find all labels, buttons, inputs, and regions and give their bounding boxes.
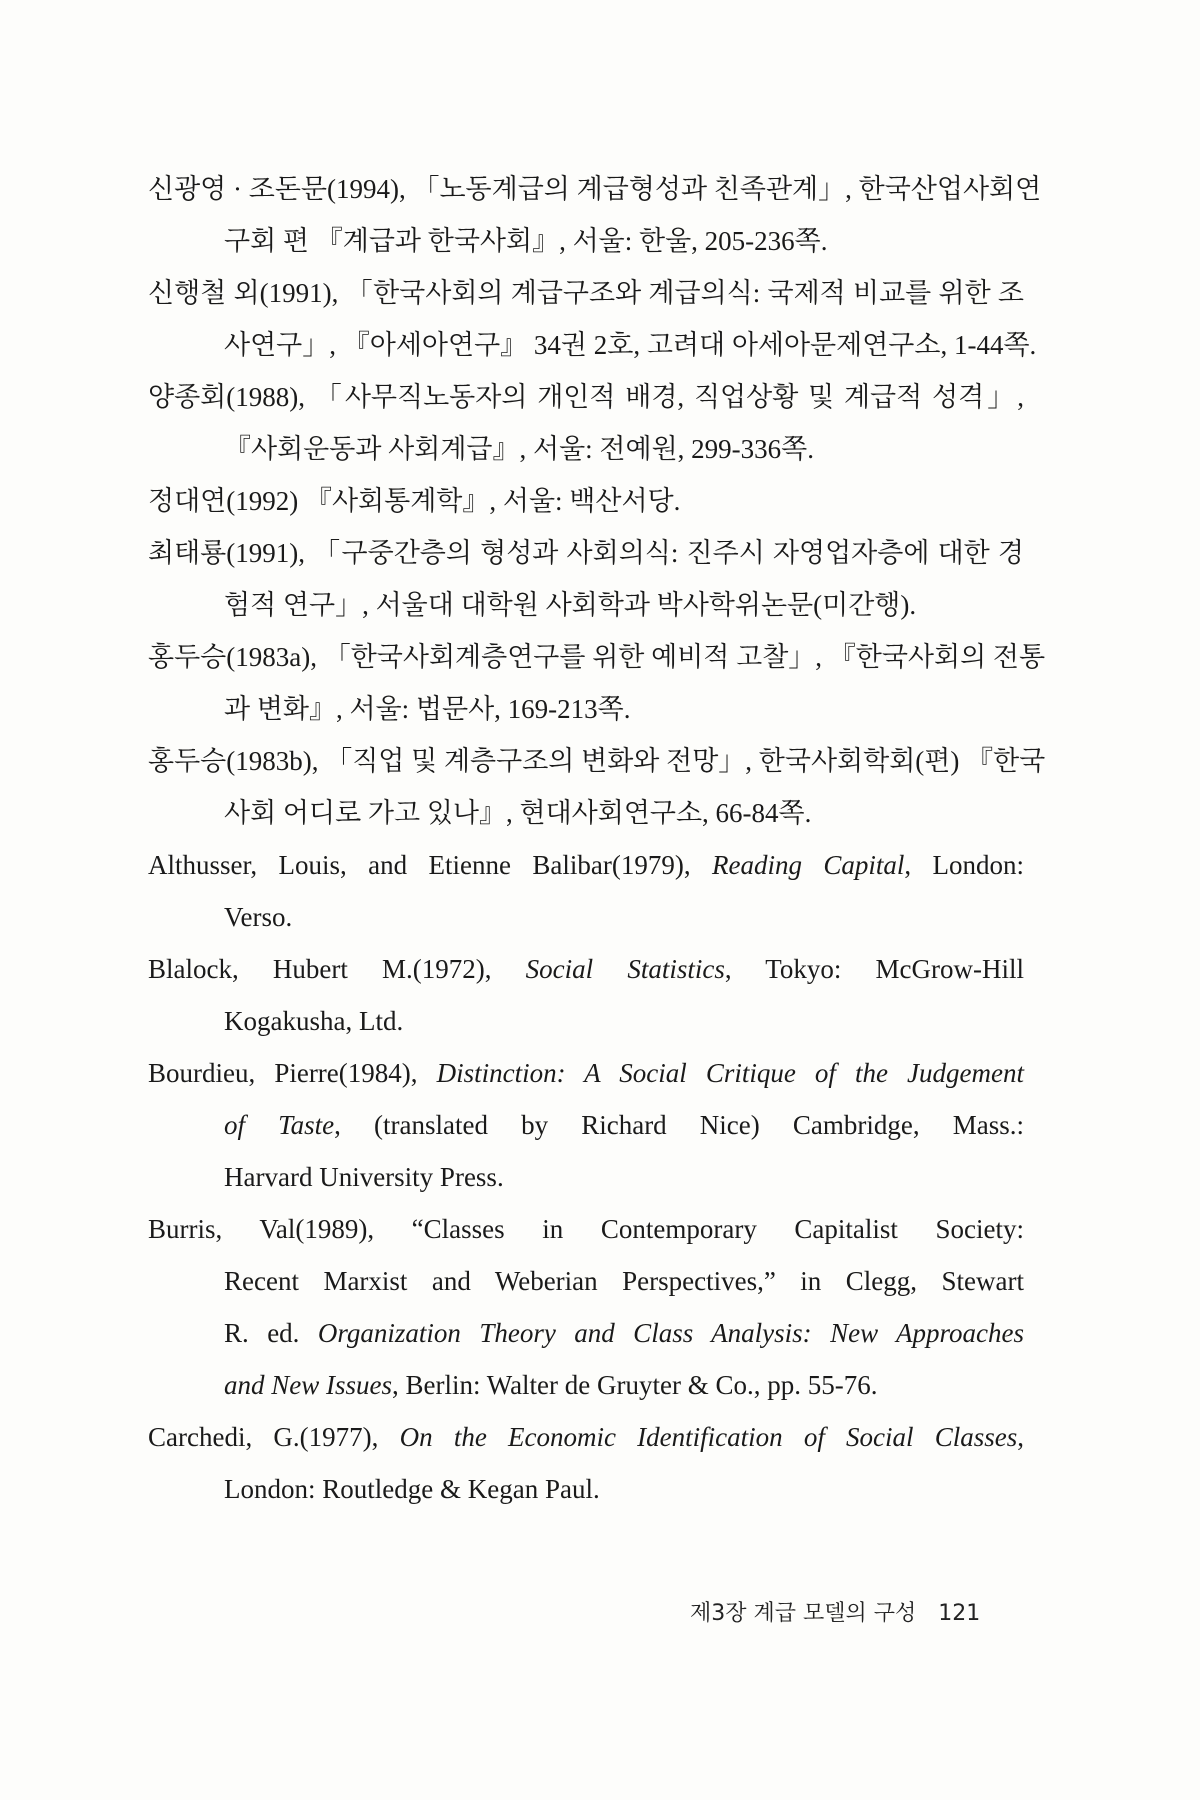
reference-text: 신광영 · 조돈문(1994), 「노동계급의 계급형성과 친족관계」, 한국산업사회연 — [148, 174, 1042, 204]
italic-title: Organization Theory and Class Analysis: New Approaches — [317, 1318, 1024, 1348]
reference-line — [148, 943, 1024, 995]
reference-line — [148, 1463, 1024, 1515]
reference-text: Blalock, Hubert M.(1972), — [148, 954, 526, 984]
reference-line — [148, 1203, 1024, 1255]
reference-text: Kogakusha, Ltd. — [224, 1006, 404, 1036]
reference-entry — [148, 1047, 1024, 1203]
reference-line — [148, 1255, 1024, 1307]
reference-line — [148, 735, 1046, 787]
reference-text: , — [1017, 1422, 1025, 1452]
reference-entry — [148, 735, 1046, 839]
reference-text: 과 변화』, 서울: 법문사, 169-213쪽. — [224, 694, 631, 724]
reference-text: Carchedi, G.(1977), — [148, 1422, 400, 1452]
reference-entry — [148, 839, 1024, 943]
reference-text: , Berlin: Walter de Gruyter & Co., pp. 55-76. — [392, 1370, 878, 1400]
reference-line — [148, 475, 1024, 527]
reference-text: Verso. — [224, 902, 293, 932]
reference-text: Althusser, Louis, and Etienne Balibar(1979), — [148, 850, 712, 880]
reference-line — [148, 995, 1024, 1047]
reference-text: 정대연(1992) 『사회통계학』, 서울: 백산서당. — [148, 486, 681, 516]
reference-line — [148, 319, 1037, 371]
italic-title: Social Statistics — [525, 954, 725, 984]
reference-entry — [148, 943, 1024, 1047]
reference-text: 신행철 외(1991), 「한국사회의 계급구조와 계급의식: 국제적 비교를 위한 조 — [148, 278, 1024, 308]
reference-line — [148, 839, 1024, 891]
reference-text: London: Routledge & Kegan Paul. — [224, 1474, 600, 1504]
reference-text: R. ed. — [224, 1318, 318, 1348]
reference-line — [148, 891, 1024, 943]
reference-text: Burris, Val(1989), “Classes in Contemporary Capitalist Society: — [148, 1214, 1024, 1244]
reference-text: 양종회(1988), 「사무직노동자의 개인적 배경, 직업상황 및 계급적 성격」, — [148, 382, 1024, 412]
reference-text: 홍두승(1983b), 「직업 및 계층구조의 변화와 전망」, 한국사회학회(편) 『한국 — [148, 746, 1046, 776]
italic-title: and New Issues — [224, 1370, 392, 1400]
reference-list — [148, 163, 1046, 1515]
reference-text: 험적 연구」, 서울대 대학원 사회학과 박사학위논문(미간행). — [224, 590, 917, 620]
italic-title: Reading Capital — [711, 850, 905, 880]
reference-entry — [148, 371, 1024, 475]
reference-line — [148, 527, 1024, 579]
reference-line — [148, 683, 1024, 735]
reference-entry — [148, 1203, 1024, 1411]
reference-line — [148, 267, 1024, 319]
reference-line — [148, 1359, 1024, 1411]
reference-text: 구회 편 『계급과 한국사회』, 서울: 한울, 205-236쪽. — [224, 226, 828, 256]
reference-line — [148, 1099, 1024, 1151]
reference-text: 사연구」, 『아세아연구』 34권 2호, 고려대 아세아문제연구소, 1-44쪽. — [224, 330, 1037, 360]
reference-line — [148, 1411, 1024, 1463]
reference-line — [148, 579, 1024, 631]
reference-line — [148, 1047, 1024, 1099]
reference-text: Recent Marxist and Weberian Perspectives,” in Clegg, Stewart — [224, 1266, 1024, 1296]
reference-text: 『사회운동과 사회계급』, 서울: 전예원, 299-336쪽. — [224, 434, 814, 464]
reference-line — [148, 371, 1024, 423]
reference-line — [148, 423, 1024, 475]
reference-text: 사회 어디로 가고 있나』, 현대사회연구소, 66-84쪽. — [224, 798, 812, 828]
reference-entry — [148, 527, 1024, 631]
reference-text: 최태룡(1991), 「구중간층의 형성과 사회의식: 진주시 자영업자층에 대한 경 — [148, 538, 1024, 568]
reference-line — [148, 163, 1042, 215]
reference-entry — [148, 1411, 1024, 1515]
page-number: 121 — [938, 1601, 981, 1626]
reference-text: Harvard University Press. — [224, 1162, 504, 1192]
reference-entry — [148, 267, 1037, 371]
reference-entry — [148, 163, 1042, 267]
reference-text: Bourdieu, Pierre(1984), — [148, 1058, 437, 1088]
reference-line — [148, 1151, 1024, 1203]
reference-entry — [148, 475, 1024, 527]
reference-text: 홍두승(1983a), 「한국사회계층연구를 위한 예비적 고찰」, 『한국사회의 전통 — [148, 642, 1046, 672]
chapter-title: 제3장 계급 모델의 구성 — [690, 1601, 917, 1626]
reference-line — [148, 787, 1024, 839]
reference-text: , London: — [904, 850, 1025, 880]
reference-line — [148, 215, 1024, 267]
reference-line — [148, 1307, 1024, 1359]
italic-title: Distinction: A Social Critique of the Judgement — [436, 1058, 1024, 1088]
italic-title: of Taste — [224, 1110, 335, 1140]
running-footer — [690, 1596, 980, 1627]
reference-text: , Tokyo: McGrow-Hill — [724, 954, 1024, 984]
reference-line — [148, 631, 1046, 683]
reference-text: , (translated by Richard Nice) Cambridge, Mass.: — [334, 1110, 1024, 1140]
italic-title: On the Economic Identification of Social Classes — [399, 1422, 1018, 1452]
reference-entry — [148, 631, 1046, 735]
